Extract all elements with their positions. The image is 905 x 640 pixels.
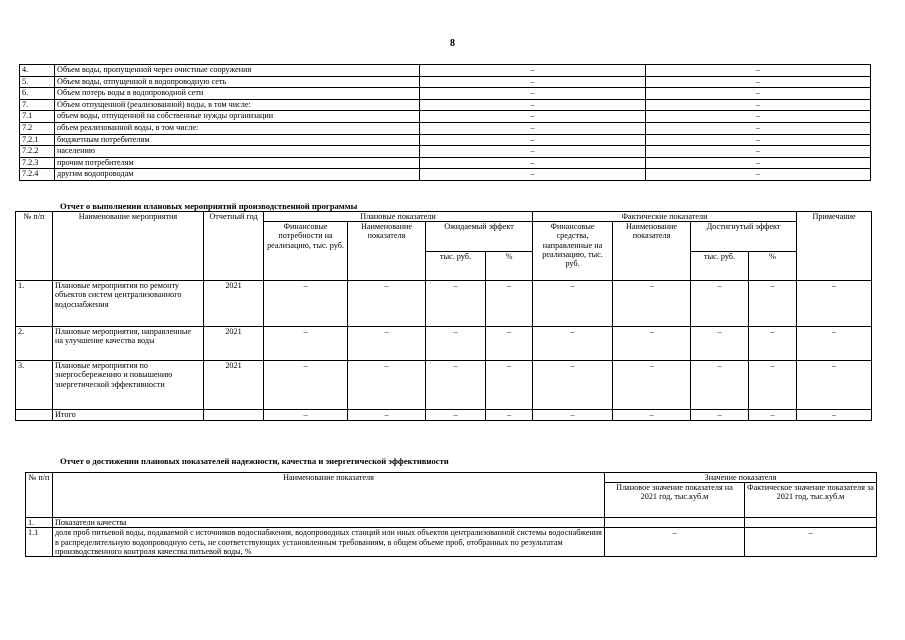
value-cell: – bbox=[691, 327, 749, 361]
value-cell: – bbox=[264, 361, 348, 410]
value-cell: – bbox=[348, 281, 426, 327]
row-number: 1. bbox=[16, 281, 53, 327]
value-cell: – bbox=[264, 327, 348, 361]
note-header: Примечание bbox=[797, 212, 872, 281]
ind-name-header: Наименование показателя bbox=[53, 473, 605, 518]
row-name: другим водопроводам bbox=[55, 169, 420, 181]
row-number: 7.2.3 bbox=[20, 157, 55, 169]
plan-finance-header: Финансовые потребности на реализацию, тыс. руб. bbox=[264, 222, 348, 281]
value-cell: – bbox=[613, 327, 691, 361]
fact-indicator-header: Наименование показателя bbox=[613, 222, 691, 281]
row-number: 7.2.2 bbox=[20, 146, 55, 158]
value-cell: – bbox=[749, 281, 797, 327]
plan-value: – bbox=[420, 65, 645, 77]
value-cell: – bbox=[264, 410, 348, 421]
table-row bbox=[26, 518, 877, 528]
measure-name: Плановые мероприятия, направленные на улучшение качества воды bbox=[53, 327, 204, 361]
value-cell: – bbox=[426, 281, 486, 327]
plan-value: – bbox=[420, 169, 645, 181]
fact-value: – bbox=[645, 76, 870, 88]
row-name: объем реализованной воды, в том числе: bbox=[55, 122, 420, 134]
row-name: прочим потребителям bbox=[55, 157, 420, 169]
ind-fact-header: Фактическое значение показателя за 2021 год, тыс.куб.м bbox=[745, 483, 877, 518]
row-name: Объем воды, пропущенной через очистные сооружения bbox=[55, 65, 420, 77]
ind-num-header: № п/п bbox=[26, 473, 53, 518]
value-cell: – bbox=[613, 281, 691, 327]
indicators-report-title: Отчет о достижении плановых показателей надежности, качества и энергетической эффективности bbox=[60, 456, 449, 466]
row-number: 6. bbox=[20, 88, 55, 100]
value-cell: – bbox=[749, 410, 797, 421]
col-year-header: Отчетный год bbox=[204, 212, 264, 281]
fact-value: – bbox=[645, 88, 870, 100]
row-number: 2. bbox=[16, 327, 53, 361]
fact-value: – bbox=[645, 65, 870, 77]
fact-value: – bbox=[645, 134, 870, 146]
value-cell: – bbox=[486, 410, 533, 421]
water-balance-table bbox=[19, 64, 871, 181]
value-cell: – bbox=[264, 281, 348, 327]
value-cell: – bbox=[486, 327, 533, 361]
row-number: 1. bbox=[26, 518, 53, 528]
value-cell: – bbox=[426, 327, 486, 361]
fact-value: – bbox=[645, 122, 870, 134]
row-number: 3. bbox=[16, 361, 53, 410]
plan-indicator-header: Наименование показателя bbox=[348, 222, 426, 281]
table-row bbox=[20, 99, 871, 111]
page-number: 8 bbox=[450, 38, 455, 49]
value-cell: – bbox=[533, 281, 613, 327]
ind-value-header: Значение показателя bbox=[605, 473, 877, 483]
plan-value: – bbox=[420, 157, 645, 169]
plan-value: – bbox=[420, 111, 645, 123]
value-cell: – bbox=[613, 410, 691, 421]
fact-value bbox=[745, 518, 877, 528]
table-row bbox=[20, 134, 871, 146]
table-row bbox=[16, 361, 872, 410]
value-cell: – bbox=[533, 327, 613, 361]
value-cell: – bbox=[691, 361, 749, 410]
fact-value: – bbox=[645, 111, 870, 123]
value-cell: – bbox=[486, 281, 533, 327]
plan-value: – bbox=[420, 122, 645, 134]
achieved-rub-header: тыс. руб. bbox=[691, 251, 749, 281]
row-name: населению bbox=[55, 146, 420, 158]
value-cell: – bbox=[749, 327, 797, 361]
plan-value bbox=[605, 518, 745, 528]
fact-value: – bbox=[645, 99, 870, 111]
value-cell: – bbox=[486, 361, 533, 410]
row-name: бюджетным потребителям bbox=[55, 134, 420, 146]
row-number bbox=[16, 410, 53, 421]
actual-header: Фактические показатели bbox=[533, 212, 797, 222]
row-number: 1.1 bbox=[26, 528, 53, 557]
fact-value: – bbox=[645, 157, 870, 169]
value-cell: – bbox=[426, 361, 486, 410]
indicator-name: доля проб питьевой воды, подаваемой с источников водоснабжения, водопроводных станций или иных объектов централизованной системы водоснабжения в распределительную водопроводную сеть, не соответствующих установленным требованиям, в общем объеме проб, отобранных по результатам производственного контроля качества питьевой воды, % bbox=[53, 528, 605, 557]
value-cell: – bbox=[797, 281, 872, 327]
table-row bbox=[20, 157, 871, 169]
expected-rub-header: тыс. руб. bbox=[426, 251, 486, 281]
row-name: объем воды, отпущенной на собственные нужды организации bbox=[55, 111, 420, 123]
row-number: 7.2.1 bbox=[20, 134, 55, 146]
indicator-name: Показатели качества bbox=[53, 518, 605, 528]
program-report-title: Отчет о выполнении плановых мероприятий производственной программы bbox=[60, 201, 358, 211]
expected-effect-header: Ожидаемый эффект bbox=[426, 222, 533, 252]
table-row bbox=[20, 76, 871, 88]
table-row bbox=[20, 65, 871, 77]
value-cell: – bbox=[797, 410, 872, 421]
report-year: 2021 bbox=[204, 361, 264, 410]
indicators-body bbox=[26, 518, 877, 557]
plan-value: – bbox=[420, 99, 645, 111]
row-number: 5. bbox=[20, 76, 55, 88]
program-report-table bbox=[15, 211, 872, 421]
row-number: 7.2 bbox=[20, 122, 55, 134]
value-cell: – bbox=[533, 410, 613, 421]
col-num-header: № п/п bbox=[16, 212, 53, 281]
row-number: 7.1 bbox=[20, 111, 55, 123]
row-number: 7.2.4 bbox=[20, 169, 55, 181]
value-cell: – bbox=[533, 361, 613, 410]
table-row bbox=[20, 111, 871, 123]
value-cell: – bbox=[613, 361, 691, 410]
measure-name: Плановые мероприятия по ремонту объектов систем централизованного водоснабжения bbox=[53, 281, 204, 327]
table-row bbox=[20, 88, 871, 100]
program-report-body bbox=[16, 281, 872, 421]
value-cell: – bbox=[797, 327, 872, 361]
row-number: 4. bbox=[20, 65, 55, 77]
achieved-effect-header: Достигнутый эффект bbox=[691, 222, 797, 252]
table-row bbox=[20, 146, 871, 158]
value-cell: – bbox=[348, 361, 426, 410]
table-row bbox=[20, 122, 871, 134]
value-cell: – bbox=[797, 361, 872, 410]
ind-plan-header: Плановое значение показателя на 2021 год, тыс.куб.м bbox=[605, 483, 745, 518]
plan-value: – bbox=[605, 528, 745, 557]
value-cell: – bbox=[348, 327, 426, 361]
measure-name: Итого bbox=[53, 410, 204, 421]
table-row bbox=[20, 169, 871, 181]
fact-value: – bbox=[745, 528, 877, 557]
table-row bbox=[16, 327, 872, 361]
row-name: Объем отпущенной (реализованной) воды, в том числе: bbox=[55, 99, 420, 111]
table-row bbox=[26, 528, 877, 557]
value-cell: – bbox=[691, 281, 749, 327]
plan-value: – bbox=[420, 134, 645, 146]
value-cell: – bbox=[426, 410, 486, 421]
planned-header: Плановые показатели bbox=[264, 212, 533, 222]
report-year: 2021 bbox=[204, 327, 264, 361]
value-cell: – bbox=[348, 410, 426, 421]
plan-value: – bbox=[420, 146, 645, 158]
value-cell: – bbox=[691, 410, 749, 421]
fact-value: – bbox=[645, 146, 870, 158]
achieved-percent-header: % bbox=[749, 251, 797, 281]
table-row bbox=[16, 410, 872, 421]
plan-value: – bbox=[420, 88, 645, 100]
fact-value: – bbox=[645, 169, 870, 181]
report-year bbox=[204, 410, 264, 421]
plan-value: – bbox=[420, 76, 645, 88]
row-name: Объем воды, отпущенной в водопроводную сеть bbox=[55, 76, 420, 88]
table-row bbox=[16, 281, 872, 327]
indicators-table bbox=[25, 472, 877, 557]
measure-name: Плановые мероприятия по энергосбережению и повышению энергетической эффективности bbox=[53, 361, 204, 410]
row-number: 7. bbox=[20, 99, 55, 111]
water-balance-body bbox=[20, 65, 871, 181]
report-year: 2021 bbox=[204, 281, 264, 327]
col-name-header: Наименование мероприятия bbox=[53, 212, 204, 281]
row-name: Объем потерь воды в водопроводной сети bbox=[55, 88, 420, 100]
value-cell: – bbox=[749, 361, 797, 410]
expected-percent-header: % bbox=[486, 251, 533, 281]
fact-finance-header: Финансовые средства, направленные на реализацию, тыс. руб. bbox=[533, 222, 613, 281]
